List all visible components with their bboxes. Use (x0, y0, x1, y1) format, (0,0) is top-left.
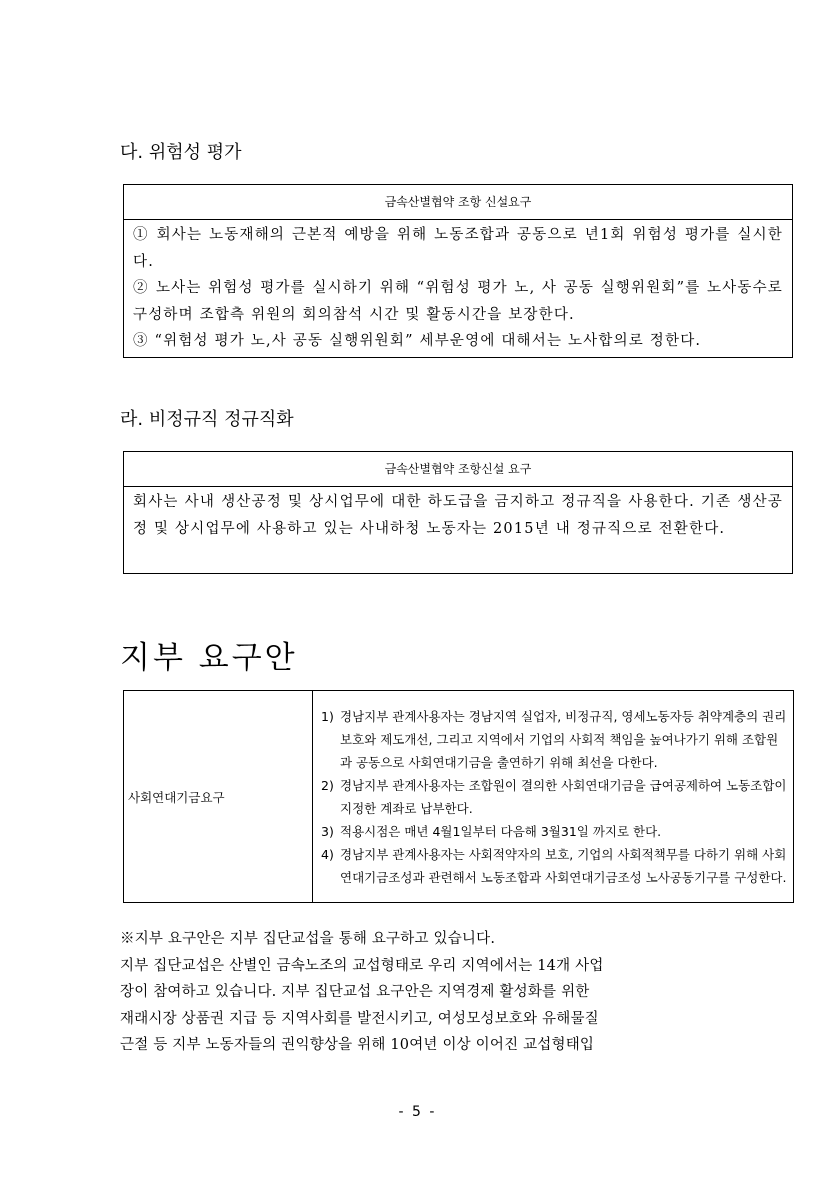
note-line: 재래시장 상품권 지급 등 지역사회를 발전시키고, 여성모성보호와 유해물질 (120, 1010, 599, 1027)
demand-item-text: 경남지부 관계사용자는 경남지역 실업자, 비정규직, 영세노동자등 취약계층의 권리보호와 제도개선, 그리고 지역에서 기업의 사회적 책임을 높여나가기 위해 조합원과 공동으로 사회연대기금을 출연하기 위해 최선을 다한다. (340, 708, 787, 770)
clause-paragraph: ② 노사는 위험성 평가를 실시하기 위해 “위험성 평가 노, 사 공동 실행위원회”를 노사동수로 구성하며 조합측 위원의 회의참석 시간 및 활동시간을 보장한다. (133, 280, 783, 323)
clause-paragraph: ③ “위험성 평가 노,사 공동 실행위원회” 세부운영에 대해서는 노사합의로 정한다. (133, 333, 702, 349)
section-c-title: 다. 위험성 평가 (120, 142, 242, 163)
demand-item-text: 경남지부 관계사용자는 조합원이 결의한 사회연대기금을 급여공제하여 노동조합이 지정한 계좌로 납부한다. (340, 777, 787, 816)
section-d-title: 라. 비정규직 정규직화 (120, 409, 294, 430)
note-line: 근절 등 지부 노동자들의 권익향상을 위해 10여년 이상 이어진 교섭형태입 (120, 1037, 595, 1053)
risk-assessment-box-body (124, 220, 792, 355)
demand-item-text: 적용시점은 매년 4월1일부터 다음해 3월31일 까지로 한다. (340, 823, 662, 839)
note-line: ※지부 요구안은 지부 집단교섭을 통해 요구하고 있습니다. (120, 931, 496, 947)
branch-demands-title: 지부 요구안 (120, 640, 298, 676)
demand-item (321, 774, 787, 820)
irregular-workers-box-body (124, 487, 792, 542)
clause-paragraph: ① 회사는 노동재해의 근본적 예방을 위해 노동조합과 공동으로 년1회 위험성 평가를 실시한다. (133, 227, 783, 270)
demand-item-number: 1) (321, 708, 334, 724)
irregular-workers-box (123, 451, 793, 574)
demand-item-number: 2) (321, 777, 334, 793)
demand-item (321, 843, 787, 889)
clause-paragraph: 회사는 사내 생산공정 및 상시업무에 대한 하도급을 금지하고 정규직을 사용한다. 기존 생산공정 및 상시업무에 사용하고 있는 사내하청 노동자는 2015년 내 정규직으로 전환한다. (133, 494, 783, 537)
risk-assessment-box-header: 금속산별협약 조항 신설요구 (124, 185, 792, 220)
demand-item-number: 4) (321, 846, 334, 862)
explanatory-note (120, 926, 720, 1059)
demand-item (321, 820, 787, 843)
note-line: 지부 집단교섭은 산별인 금속노조의 교섭형태로 우리 지역에서는 14개 사업 (120, 957, 604, 974)
page-number: - 5 - (398, 1104, 437, 1120)
demand-label: 사회연대기금요구 (124, 691, 313, 903)
irregular-workers-box-header: 금속산별협약 조항신설 요구 (124, 452, 792, 487)
demand-item (321, 705, 787, 774)
demand-item-text: 경남지부 관계사용자는 사회적약자의 보호, 기업의 사회적책무를 다하기 위해 사회연대기금조성과 관련해서 노동조합과 사회연대기금조성 노사공동기구를 구성한다. (340, 846, 787, 885)
demand-item-number: 3) (321, 823, 334, 839)
branch-demands-table (123, 690, 794, 903)
demand-items (313, 691, 794, 903)
note-line: 장이 참여하고 있습니다. 지부 집단교섭 요구안은 지역경제 활성화를 위한 (120, 984, 590, 1000)
risk-assessment-box (123, 184, 793, 358)
